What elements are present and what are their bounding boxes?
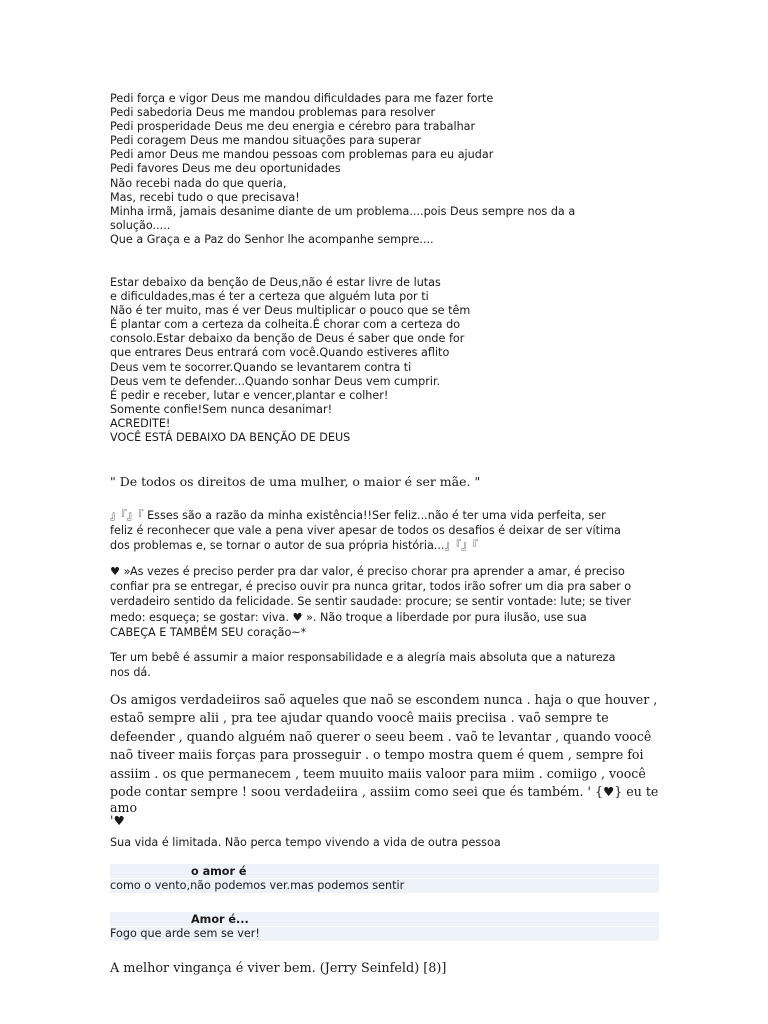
text-line: verdadeiro sentido da felicidade. Se sentir saudade: procure; se sentir vontade: lute; se tiver [110, 595, 631, 609]
text-line: consolo.Estar debaixo da benção de Deus é saber que onde for [110, 332, 465, 346]
text-line: É plantar com a certeza da colheita.É chorar com a certeza do [110, 318, 461, 332]
quote-mother [110, 474, 660, 490]
text-line: Pedi amor Deus me mandou pessoas com problemas para eu ajudar [110, 148, 494, 162]
text-line: '♥ [110, 813, 125, 829]
text-line: nos dá. [110, 666, 151, 680]
text-line: Pedi força e vigor Deus me mandou dificuldades para me fazer forte [110, 92, 494, 105]
text-line: ♥ »As vezes é preciso perder pra dar valor, é preciso chorar pra aprender a amar, é preciso [110, 565, 625, 578]
paragraph-baby [110, 650, 660, 680]
text-line: É pedir e receber, lutar e vencer,plantar e colher! [110, 388, 389, 402]
text-line: solução..... [110, 218, 171, 232]
poem-bencao [110, 276, 660, 445]
text-line: Os amigos verdadeiiros saõ aqueles que naõ se escondem nunca . haja o que houver , [110, 692, 658, 707]
text-line: e dificuldades,mas é ter a certeza que alguém luta por ti [110, 290, 429, 304]
amor2-text: Fogo que arde sem se ver! [110, 927, 260, 940]
text-line: confiar pra se entregar, é preciso ouvir pra nunca gritar, todos irão sofrer um dia pra saber o [110, 580, 632, 594]
quote-text: A melhor vingança é viver bem. (Jerry Seinfeld) [8)] [110, 961, 447, 976]
amor2-title: Amor é... [191, 913, 249, 926]
text-line: Pedi favores Deus me deu oportunidades [110, 162, 341, 176]
text-line: ACREDITE! [110, 416, 171, 430]
text-line: pode contar sempre ! soou verdadeiira , assiim como seei que és também. ' {♥} eu te [110, 784, 659, 800]
text-line: Estar debaixo da benção de Deus,não é estar livre de lutas [110, 276, 441, 289]
text-line: Mas, recebi tudo o que precisava! [110, 190, 300, 204]
text-line: que entrares Deus entrará com você.Quando estiveres aflito [110, 346, 450, 360]
text-line: feliz é reconhecer que vale a pena viver apesar de todos os desafios é deixar de ser vítima [110, 524, 621, 538]
poem-pedi [110, 92, 660, 247]
quote-text: " De todos os direitos de uma mulher, o maior é ser mãe. " [110, 474, 481, 489]
amor1-title: o amor é [191, 865, 247, 878]
text-line: medo: esqueça; se gostar: viva. ♥ ». Não troque a liberdade por pura ilusão, use sua [110, 610, 587, 624]
text-line: 』『』『 Esses são a razão da minha existência!!Ser feliz...não é ter uma vida perfeita, ser [110, 509, 606, 522]
text-line: amo [110, 800, 138, 816]
text-line: Deus vem te defender...Quando sonhar Deus vem cumprir. [110, 374, 441, 388]
text-line: Pedi prosperidade Deus me deu energia e cérebro para trabalhar [110, 120, 476, 134]
text-line: defeender , quando alguém naõ querer o seeu beem . vaõ te levantar , quando voocê [110, 728, 652, 744]
text-line: Sua vida é limitada. Não perca tempo vivendo a vida de outra pessoa [110, 836, 501, 849]
text-line: Deus vem te socorrer.Quando se levantarem contra ti [110, 360, 412, 374]
text-line: Minha irmã, jamais desanime diante de um problema....pois Deus sempre nos da a [110, 204, 576, 218]
text-line: assiim . os que permanecem , teem muuito maiis valoor para miim . comiigo , voocê [110, 765, 646, 781]
text-line: estaõ sempre alii , pra tee ajudar quando voocê maiis preciisa . vaõ sempre te [110, 710, 609, 726]
text-line: Ter um bebê é assumir a maior responsabilidade e a alegría mais absoluta que a natureza [110, 651, 616, 664]
text-line: dos problemas e, se tornar o autor de sua própria história...』『』『 [110, 539, 479, 553]
text-line: naõ tiveer maiis forças para prosseguir . o tempo mostra quem é quem , sempre foi [110, 747, 644, 763]
text-line: VOCÊ ESTÁ DEBAIXO DA BENÇÃO DE DEUS [110, 431, 351, 445]
paragraph-friends [110, 691, 660, 827]
final-quote [110, 960, 660, 978]
text-line: Que a Graça e a Paz do Senhor lhe acompanhe sempre.... [110, 232, 434, 246]
text-line: CABEÇA E TAMBÉM SEU coração~* [110, 625, 307, 639]
amor2-text-block [110, 926, 660, 941]
text-line: Não recebi nada do que queria, [110, 176, 287, 190]
amor2-block [110, 912, 660, 927]
text-line: Pedi coragem Deus me mandou situações para superar [110, 134, 422, 148]
text-line: Não é ter muito, mas é ver Deus multiplicar o pouco que se têm [110, 304, 471, 318]
life-line [110, 835, 660, 850]
paragraph-happiness [110, 508, 660, 554]
amor1-text-block [110, 878, 660, 893]
text-line: Pedi sabedoria Deus me mandou problemas para resolver [110, 106, 436, 120]
amor1-block [110, 864, 660, 879]
text-line: Somente confie!Sem nunca desanimar! [110, 402, 333, 416]
amor1-text: como o vento,não podemos ver.mas podemos sentir [110, 879, 405, 892]
paragraph-heart [110, 564, 660, 640]
